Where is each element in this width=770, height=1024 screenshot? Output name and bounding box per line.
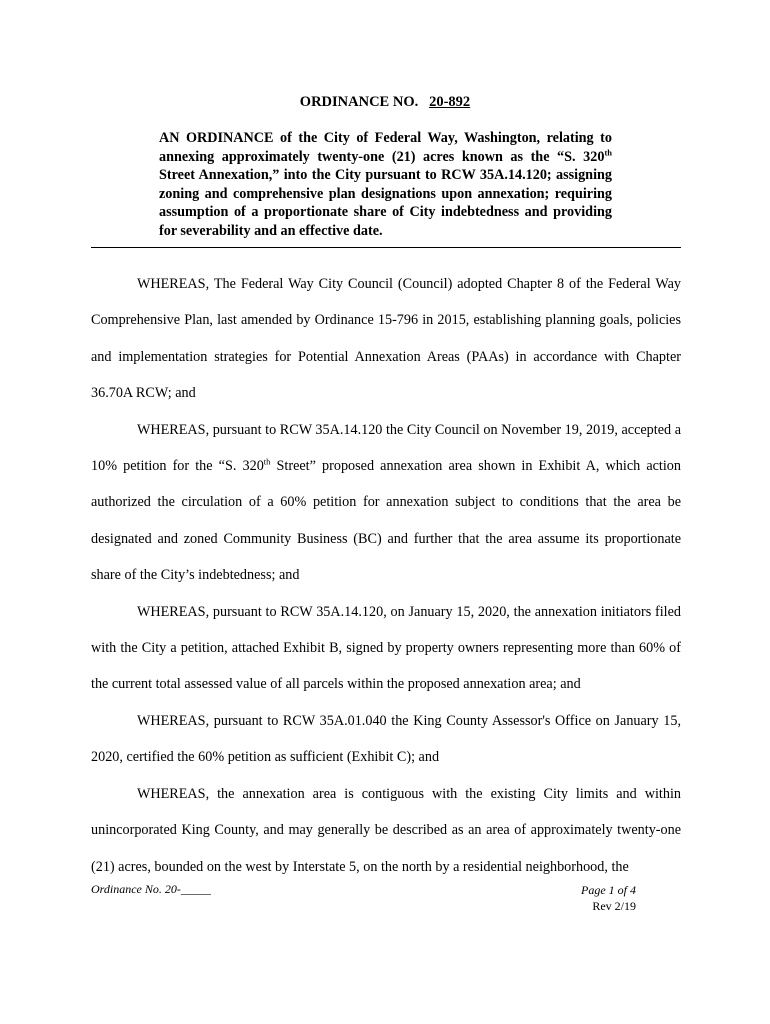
page-number: Page 1 of 4 [581, 883, 636, 897]
paragraph-2-text-a: WHEREAS, pursuant to RCW 35A.14.120 the City Council on November 19, 2019, accepted a 10% petition for the “S. 320 [91, 421, 681, 475]
whereas-paragraph-5: WHEREAS, the annexation area is contiguous with the existing City limits and within unincorporated King County, and may generally be described as an area of approximately twenty-one (21) acres, bounded on the west by Interstate 5, on the north by a residential neighborhood, the [91, 785, 681, 875]
document-body [91, 266, 681, 885]
whereas-paragraph-3: WHEREAS, pursuant to RCW 35A.14.120, on January 15, 2020, the annexation initiators filed with the City a petition, attached Exhibit B, signed by property owners representing more than 60% of the current total assessed value of all parcels within the proposed annexation area; and [91, 603, 681, 693]
ordinance-title [0, 94, 770, 111]
whereas-paragraph-1: WHEREAS, The Federal Way City Council (Council) adopted Chapter 8 of the Federal Way Comprehensive Plan, last amended by Ordinance 15-796 in 2015, establishing planning goals, policies and implementation strategies for Potential Annexation Areas (PAAs) in accordance with Chapter 36.70A RCW; and [91, 276, 681, 402]
footer-ordinance-number: Ordinance No. 20-_____ [91, 882, 211, 896]
revision-label: Rev 2/19 [592, 899, 636, 913]
whereas-paragraph-2 [91, 412, 681, 594]
paragraph-2-text-b: Street” proposed annexation area shown in Exhibit A, which action authorized the circulation of a 60% petition for annexation subject to conditions that the area be designated and zoned Community Business (BC) and further that the area assume its proportionate share of the City’s indebtedness; and [91, 458, 681, 584]
caption-superscript: th [604, 146, 612, 157]
footer-page-info [540, 882, 636, 914]
separator-line [91, 247, 681, 248]
paragraph-2-superscript: th [263, 456, 271, 467]
ordinance-number: 20-892 [429, 94, 471, 110]
whereas-paragraph-4: WHEREAS, pursuant to RCW 35A.01.040 the King County Assessor's Office on January 15, 2020, certified the 60% petition as sufficient (Exhibit C); and [91, 712, 681, 766]
caption-text-1: AN ORDINANCE of the City of Federal Way, Washington, relating to annexing approximately twenty-one (21) acres known as the “S. 320 [159, 130, 612, 165]
ordinance-label: ORDINANCE NO. [299, 94, 419, 110]
caption-text-2: Street Annexation,” into the City pursuant to RCW 35A.14.120; assigning zoning and comprehensive plan designations upon annexation; requiring assumption of a proportionate share of City indebtedness and providing for severability and an effective date. [159, 167, 612, 239]
ordinance-caption [159, 129, 612, 241]
